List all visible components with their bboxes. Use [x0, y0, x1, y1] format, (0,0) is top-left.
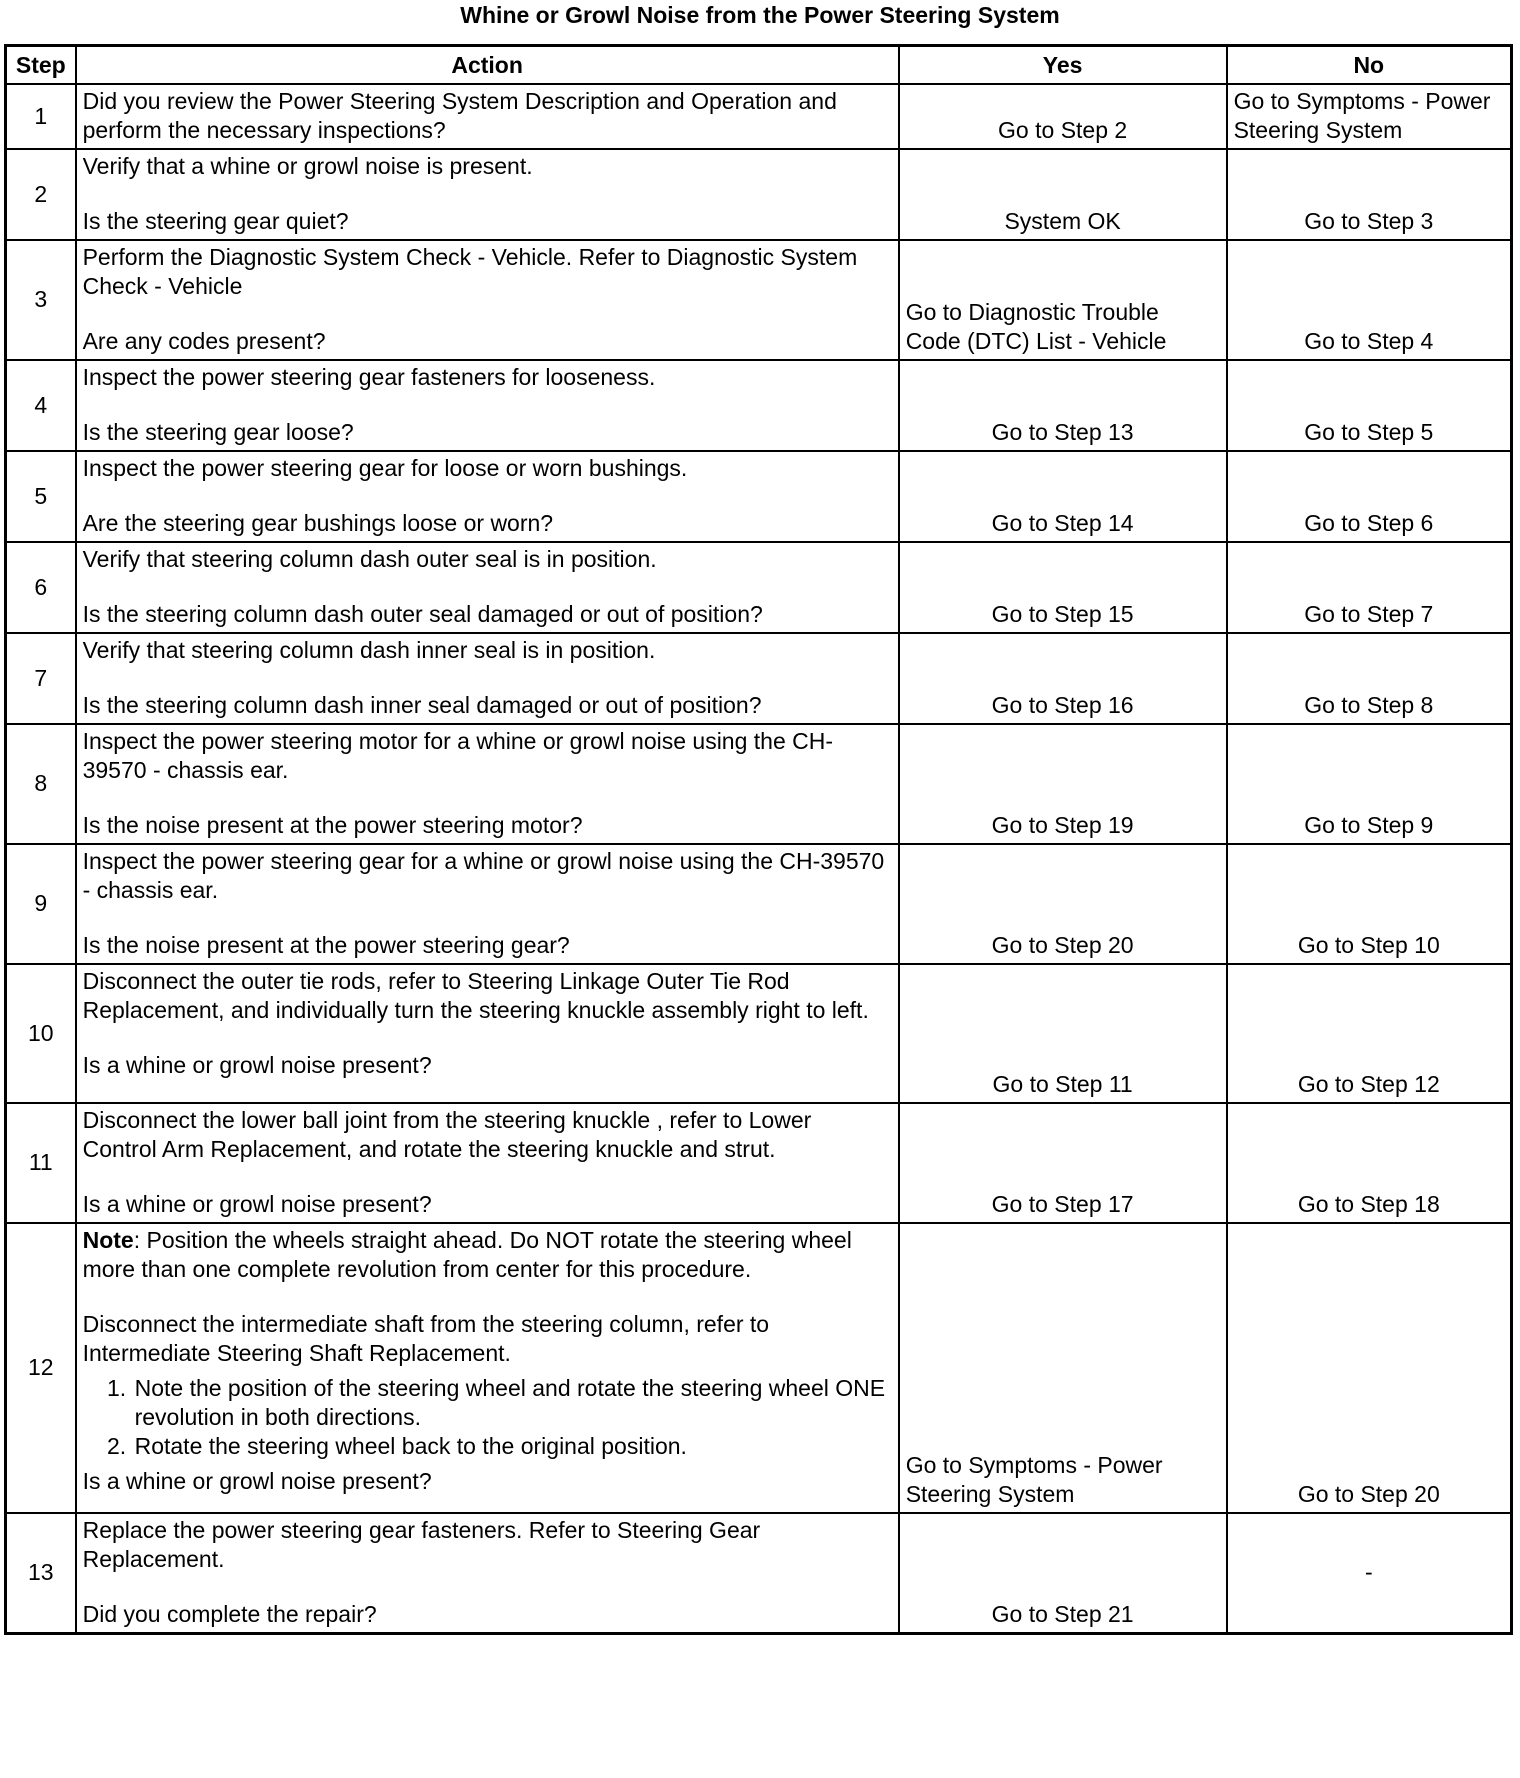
table-row — [6, 1513, 1512, 1634]
action-text: Replace the power steering gear fasteners. Refer to Steering Gear Replacement. — [82, 1517, 761, 1572]
step-number: 7 — [6, 633, 76, 724]
yes-cell: Go to Step 13 — [899, 360, 1227, 451]
action-question: Is a whine or growl noise present? — [82, 1052, 432, 1078]
no-cell: Go to Step 4 — [1227, 240, 1512, 360]
no-cell: Go to Symptoms - Power Steering System — [1227, 84, 1512, 149]
no-cell: Go to Step 9 — [1227, 724, 1512, 844]
yes-cell: Go to Diagnostic Trouble Code (DTC) List - Vehicle — [899, 240, 1227, 360]
action-cell — [76, 240, 899, 360]
yes-cell: Go to Symptoms - Power Steering System — [899, 1223, 1227, 1513]
action-question: Is a whine or growl noise present? — [82, 1191, 432, 1217]
no-cell: Go to Step 18 — [1227, 1103, 1512, 1223]
header-step: Step — [6, 46, 76, 85]
table-row — [6, 360, 1512, 451]
yes-cell: Go to Step 11 — [899, 964, 1227, 1103]
action-text: Verify that steering column dash outer seal is in position. — [82, 546, 657, 572]
no-cell: Go to Step 8 — [1227, 633, 1512, 724]
header-yes: Yes — [899, 46, 1227, 85]
diagnostic-table — [4, 44, 1513, 1635]
action-question: Are any codes present? — [82, 328, 326, 354]
action-text: Disconnect the lower ball joint from the steering knuckle , refer to Lower Control Arm Replacement, and rotate the steering knuckle and strut. — [82, 1107, 812, 1162]
action-question: Is the steering column dash inner seal damaged or out of position? — [82, 692, 762, 718]
header-no: No — [1227, 46, 1512, 85]
action-question: Is the steering gear loose? — [82, 419, 354, 445]
no-cell: Go to Step 7 — [1227, 542, 1512, 633]
table-row — [6, 542, 1512, 633]
action-text: Disconnect the intermediate shaft from the steering column, refer to Intermediate Steering Shaft Replacement. — [82, 1311, 770, 1366]
step-number: 12 — [6, 1223, 76, 1513]
yes-cell: Go to Step 14 — [899, 451, 1227, 542]
action-question: Did you complete the repair? — [82, 1601, 377, 1627]
action-text: Verify that steering column dash inner seal is in position. — [82, 637, 656, 663]
no-cell: Go to Step 6 — [1227, 451, 1512, 542]
header-action: Action — [76, 46, 899, 85]
table-row — [6, 844, 1512, 964]
action-cell — [76, 1513, 899, 1634]
action-cell — [76, 964, 899, 1103]
action-cell — [76, 844, 899, 964]
no-cell: Go to Step 10 — [1227, 844, 1512, 964]
step-number: 9 — [6, 844, 76, 964]
action-question: Is the noise present at the power steering motor? — [82, 812, 583, 838]
action-cell — [76, 84, 899, 149]
sub-step: 2. Rotate the steering wheel back to the original position. — [133, 1432, 892, 1461]
step-number: 13 — [6, 1513, 76, 1634]
action-cell — [76, 1103, 899, 1223]
yes-cell: Go to Step 16 — [899, 633, 1227, 724]
action-cell — [76, 1223, 899, 1513]
sub-step: 1. Note the position of the steering wheel and rotate the steering wheel ONE revolution in both directions. — [133, 1374, 892, 1432]
no-cell: Go to Step 20 — [1227, 1223, 1512, 1513]
no-cell: Go to Step 12 — [1227, 964, 1512, 1103]
table-row — [6, 84, 1512, 149]
no-cell: Go to Step 5 — [1227, 360, 1512, 451]
action-text: Perform the Diagnostic System Check - Vehicle. Refer to Diagnostic System Check - Vehicle — [82, 244, 858, 299]
step-number: 5 — [6, 451, 76, 542]
action-cell — [76, 724, 899, 844]
step-number: 4 — [6, 360, 76, 451]
action-question: Is the steering column dash outer seal damaged or out of position? — [82, 601, 763, 627]
step-number: 11 — [6, 1103, 76, 1223]
step-number: 6 — [6, 542, 76, 633]
action-text: Disconnect the outer tie rods, refer to Steering Linkage Outer Tie Rod Replacement, and individually turn the steering knuckle assembly right to left. — [82, 968, 869, 1023]
action-cell — [76, 149, 899, 240]
action-question: Is a whine or growl noise present? — [82, 1468, 432, 1494]
note-label: Note — [82, 1227, 134, 1253]
action-question: Are the steering gear bushings loose or worn? — [82, 510, 554, 536]
action-cell — [76, 542, 899, 633]
header-row — [6, 46, 1512, 85]
step-number: 1 — [6, 84, 76, 149]
yes-cell: Go to Step 20 — [899, 844, 1227, 964]
table-row — [6, 1103, 1512, 1223]
yes-cell: Go to Step 19 — [899, 724, 1227, 844]
step-number: 8 — [6, 724, 76, 844]
yes-cell: Go to Step 15 — [899, 542, 1227, 633]
note-text: : Position the wheels straight ahead. Do NOT rotate the steering wheel more than one complete revolution from center for this procedure. — [82, 1227, 852, 1282]
no-cell: Go to Step 3 — [1227, 149, 1512, 240]
action-question: Is the steering gear quiet? — [82, 208, 349, 234]
action-text: Inspect the power steering gear for loose or worn bushings. — [82, 455, 688, 481]
action-cell — [76, 633, 899, 724]
yes-cell: System OK — [899, 149, 1227, 240]
table-row — [6, 633, 1512, 724]
sub-step-list — [83, 1374, 892, 1461]
table-row — [6, 724, 1512, 844]
action-text: Inspect the power steering gear for a whine or growl noise using the CH-39570 - chassis ear. — [82, 848, 885, 903]
action-text: Did you review the Power Steering System Description and Operation and perform the necessary inspections? — [82, 88, 837, 143]
table-row — [6, 149, 1512, 240]
table-row — [6, 1223, 1512, 1513]
yes-cell: Go to Step 2 — [899, 84, 1227, 149]
page-title: Whine or Growl Noise from the Power Steering System — [460, 2, 1060, 28]
yes-cell: Go to Step 21 — [899, 1513, 1227, 1634]
action-cell — [76, 360, 899, 451]
table-row — [6, 240, 1512, 360]
step-number: 10 — [6, 964, 76, 1103]
action-question: Is the noise present at the power steering gear? — [82, 932, 570, 958]
table-row — [6, 451, 1512, 542]
action-text: Inspect the power steering gear fasteners for looseness. — [82, 364, 656, 390]
step-number: 2 — [6, 149, 76, 240]
action-cell — [76, 451, 899, 542]
step-number: 3 — [6, 240, 76, 360]
no-cell: - — [1227, 1513, 1512, 1634]
table-row — [6, 964, 1512, 1103]
note — [83, 1226, 892, 1284]
yes-cell: Go to Step 17 — [899, 1103, 1227, 1223]
action-text: Verify that a whine or growl noise is present. — [82, 153, 533, 179]
action-text: Inspect the power steering motor for a whine or growl noise using the CH-39570 - chassis ear. — [82, 728, 834, 783]
